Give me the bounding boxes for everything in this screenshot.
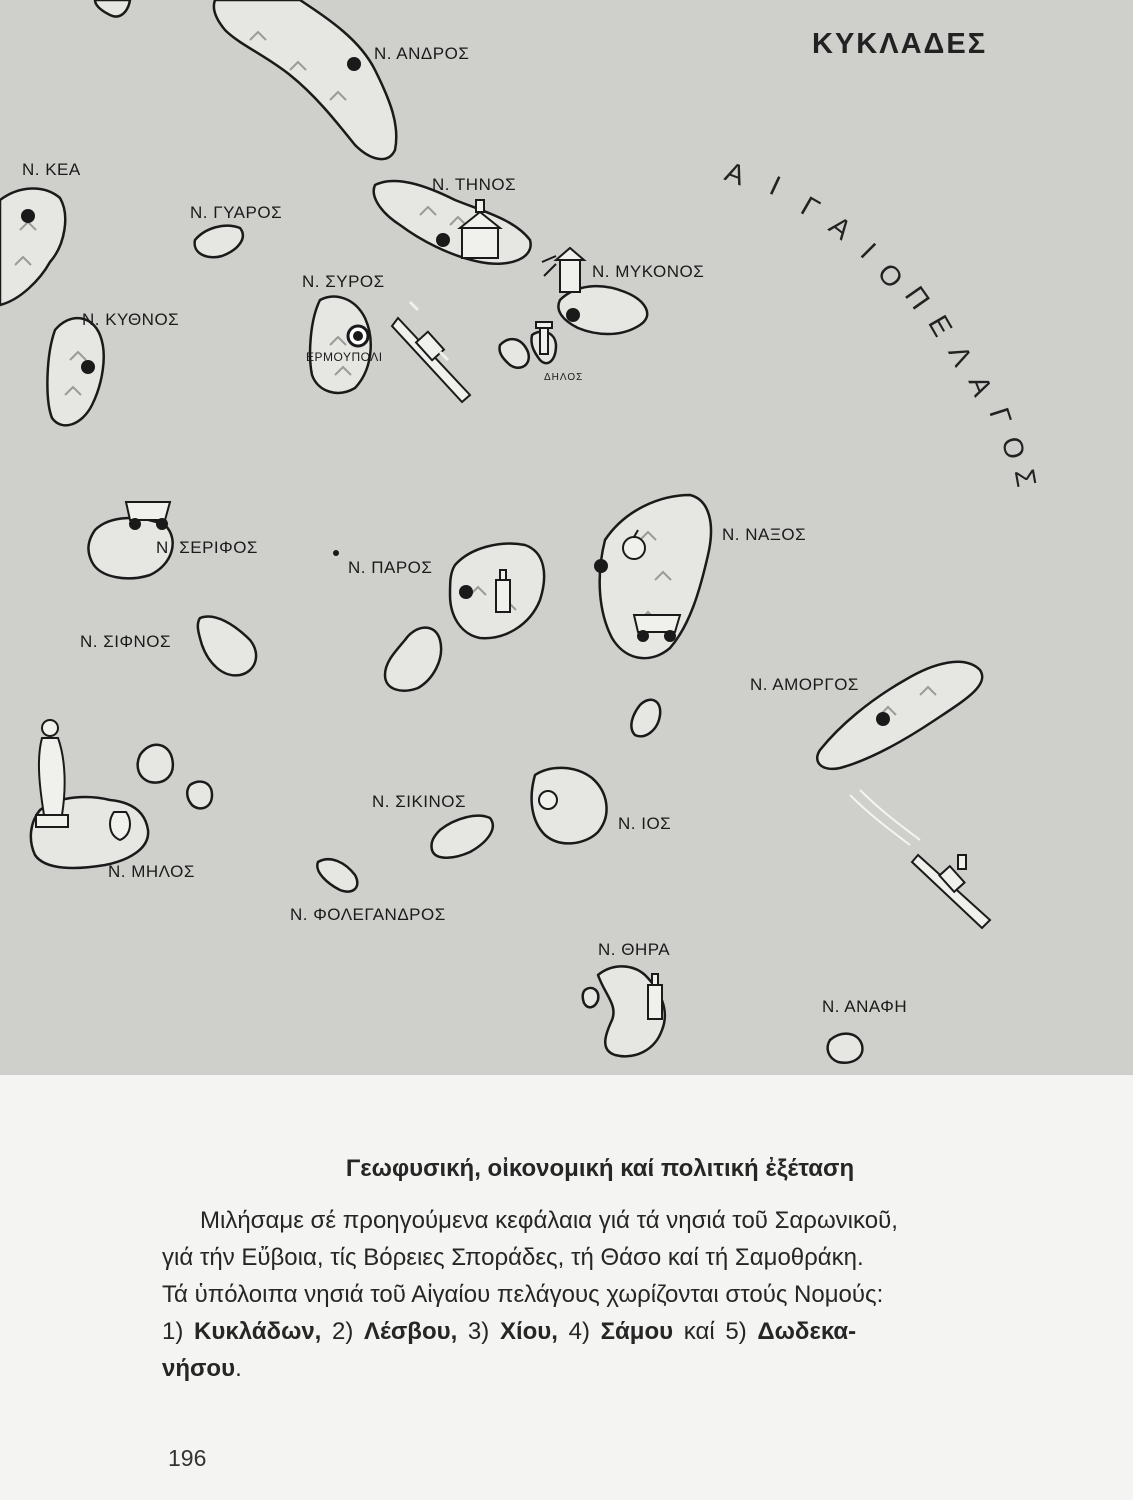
- label-andros: Ν. ΑΝΔΡΟΣ: [374, 44, 470, 63]
- label-sikinos: Ν. ΣΙΚΙΝΟΣ: [372, 792, 467, 811]
- sea-letter: Σ: [1008, 466, 1043, 490]
- sea-letter: Γ: [795, 190, 825, 225]
- sea-letter: Ε: [922, 309, 959, 342]
- paragraph-line-1: Μιλήσαμε σέ προηγούμενα κεφάλαια γιά τά νησιά τοῦ Σαρωνικοῦ,: [200, 1207, 898, 1234]
- island-kea: [0, 188, 65, 305]
- town-dot-naxos: [594, 559, 608, 573]
- prefecture-dodekanisos-part1: Δωδεκα-: [757, 1318, 857, 1345]
- town-dot-kythnos: [81, 360, 95, 374]
- list-num-2: 2): [332, 1318, 354, 1345]
- town-dot-andros: [347, 57, 361, 71]
- paragraph-line-5: [162, 1350, 1067, 1387]
- amphora-illustration-milos: [110, 812, 130, 840]
- prefecture-samos: Σάμου: [600, 1318, 674, 1345]
- island-antiparos: [385, 628, 441, 691]
- island-delos: [499, 339, 528, 368]
- list-num-1: 1): [162, 1318, 184, 1345]
- town-dot-amorgos: [876, 712, 890, 726]
- windmill-illustration: [542, 248, 584, 292]
- prefecture-lesvos: Λέσβου,: [364, 1318, 458, 1345]
- label-mykonos: Ν. ΜΥΚΟΝΟΣ: [592, 262, 705, 281]
- sea-letter: Α: [721, 155, 750, 192]
- prefecture-kyklades: Κυκλάδων,: [194, 1318, 322, 1345]
- ship-illustration-amorgos: [912, 855, 990, 928]
- paragraph-line-4: [162, 1313, 1067, 1350]
- island-small-1: [631, 700, 660, 737]
- sea-letter: Α: [962, 371, 999, 401]
- label-tinos: Ν. ΤΗΝΟΣ: [432, 175, 517, 194]
- label-kea: Ν. ΚΕΑ: [22, 160, 81, 179]
- sea-letter: Ο: [995, 433, 1032, 463]
- label-paros: Ν. ΠΑΡΟΣ: [348, 558, 433, 577]
- label-naxos: Ν. ΝΑΞΟΣ: [722, 525, 807, 544]
- label-folegandros: Ν. ΦΟΛΕΓΑΝΔΡΟΣ: [290, 905, 446, 924]
- island-kythnos: [47, 318, 103, 425]
- town-dot-kea: [21, 209, 35, 223]
- island-polyaigos: [187, 782, 212, 809]
- island-anafi: [828, 1034, 863, 1063]
- ship-wakes: [850, 790, 920, 845]
- sea-letter: Ι: [765, 169, 786, 202]
- fruit-illustration-ios: [539, 791, 557, 809]
- island-thirasia: [583, 988, 599, 1007]
- sea-letter: Λ: [942, 340, 979, 371]
- label-thira: Ν. ΘΗΡΑ: [598, 940, 671, 959]
- list-num-4: 4): [568, 1318, 590, 1345]
- sea-letter: Ι: [854, 236, 883, 265]
- sea-letter: Π: [898, 280, 936, 315]
- final-period: .: [235, 1355, 242, 1382]
- island-andros: [214, 0, 396, 159]
- island-kimolos: [138, 745, 173, 783]
- capital-marker-ermoupoli: [348, 326, 368, 346]
- town-dot-small: [333, 550, 339, 556]
- island-gyaros: [195, 226, 243, 258]
- label-serifos: Ν. ΣΕΡΙΦΟΣ: [156, 538, 258, 557]
- conjunction-and: καί: [683, 1318, 715, 1345]
- island-sifnos: [198, 617, 256, 676]
- prefecture-chios: Χίου,: [499, 1318, 558, 1345]
- label-delos: ΔΗΛΟΣ: [544, 372, 584, 383]
- label-gyaros: Ν. ΓΥΑΡΟΣ: [190, 203, 283, 222]
- body-paragraph: [162, 1202, 1067, 1387]
- list-num-5: 5): [725, 1318, 747, 1345]
- map-title: ΚΥΚΛΑΔΕΣ: [812, 28, 988, 60]
- paragraph-line-3: Τά ὑπόλοιπα νησιά τοῦ Αἰγαίου πελάγους χωρίζονται στούς Νομούς:: [162, 1281, 884, 1308]
- label-ios: Ν. ΙΟΣ: [618, 814, 672, 833]
- page-number: 196: [168, 1445, 207, 1471]
- island-sikinos: [431, 816, 492, 858]
- prefecture-dodekanisos-part2: νήσου: [162, 1355, 236, 1382]
- label-syros: Ν. ΣΥΡΟΣ: [302, 272, 385, 291]
- town-dot-paros: [459, 585, 473, 599]
- island-folegandros: [317, 859, 357, 891]
- sea-letter: Ο: [871, 257, 910, 294]
- list-num-3: 3): [467, 1318, 490, 1345]
- paragraph-line-2: γιά τήν Εὔβοια, τίς Βόρειες Σποράδες, τή Θάσο καί τή Σαμοθράκη.: [162, 1244, 864, 1271]
- label-kythnos: Ν. ΚΥΘΝΟΣ: [82, 310, 180, 329]
- sea-letter: Α: [823, 209, 858, 246]
- town-dot-mykonos: [566, 308, 580, 322]
- ship-illustration-syros: [392, 302, 470, 402]
- label-anafi: Ν. ΑΝΑΦΗ: [822, 997, 908, 1016]
- sea-letter: Γ: [983, 403, 1018, 428]
- island-evia-tip: [95, 0, 130, 17]
- section-heading: Γεωφυσική, οἰκονομική καί πολιτική ἐξέταση: [345, 1155, 855, 1182]
- label-amorgos: Ν. ΑΜΟΡΓΟΣ: [750, 675, 859, 694]
- island-naxos: [600, 495, 711, 658]
- label-milos: Ν. ΜΗΛΟΣ: [108, 862, 195, 881]
- town-dot-tinos: [436, 233, 450, 247]
- label-ermoupoli: ΕΡΜΟΥΠΟΛΙ: [306, 350, 383, 364]
- text-section: [0, 1075, 1133, 1500]
- label-sifnos: Ν. ΣΙΦΝΟΣ: [80, 632, 172, 651]
